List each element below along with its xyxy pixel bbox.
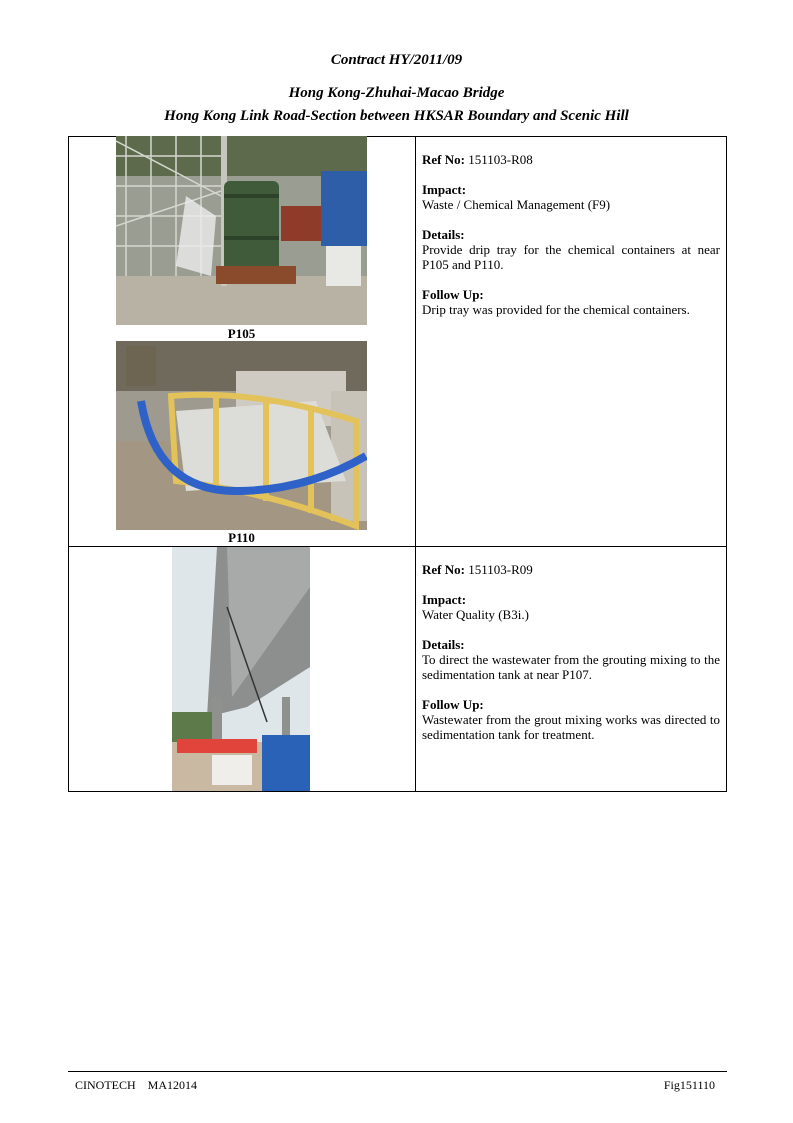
table-border-left (68, 136, 69, 792)
impact-value: Waste / Chemical Management (F9) (422, 197, 611, 212)
ref-no-value: 151103-R09 (468, 562, 533, 577)
footer-rule (68, 1071, 727, 1072)
follow-up-label: Follow Up: (422, 697, 484, 712)
table-row-divider (68, 546, 727, 547)
table-border-bottom (68, 791, 727, 792)
footer-company-name: CINOTECH (75, 1078, 136, 1092)
table-border-right (726, 136, 727, 792)
row-2-info (422, 562, 720, 742)
section-title: Hong Kong Link Road-Section between HKSAR Boundary and Scenic Hill (164, 108, 629, 124)
viaduct-photo-icon (172, 547, 310, 791)
inspection-table (68, 136, 727, 792)
details-value: To direct the wastewater from the grouting mixing to the sedimentation tank at near P107. (422, 652, 720, 682)
details-value: Provide drip tray for the chemical containers at near P105 and P110. (422, 242, 720, 272)
photo-viaduct (172, 547, 310, 791)
barrier-photo-icon (116, 341, 367, 530)
impact-label: Impact: (422, 182, 467, 197)
photo-caption-p110: P110 (228, 530, 255, 545)
ref-no-label: Ref No: (422, 562, 465, 577)
photo-p105 (116, 136, 367, 325)
drum-photo-icon (116, 136, 367, 325)
follow-up-value: Drip tray was provided for the chemical containers. (422, 302, 690, 317)
photo-caption-p105: P105 (227, 326, 256, 341)
details-label: Details: (422, 637, 465, 652)
footer-fig: Fig151110 (663, 1078, 715, 1092)
impact-value: Water Quality (B3i.) (422, 607, 529, 622)
ref-no-value: 151103-R08 (468, 152, 533, 167)
impact-label: Impact: (422, 592, 467, 607)
photo-p110 (116, 341, 367, 530)
footer-ref: MA12014 (147, 1078, 198, 1092)
follow-up-value: Wastewater from the grout mixing works was directed to sedimentation tank for treatment. (422, 712, 720, 742)
table-column-divider (415, 136, 416, 792)
row-1-info (422, 152, 720, 317)
ref-no-label: Ref No: (422, 152, 465, 167)
project-title: Hong Kong-Zhuhai-Macao Bridge (288, 85, 505, 101)
contract-title: Contract HY/2011/09 (330, 52, 463, 68)
details-label: Details: (422, 227, 465, 242)
footer-company (75, 1078, 197, 1093)
follow-up-label: Follow Up: (422, 287, 484, 302)
